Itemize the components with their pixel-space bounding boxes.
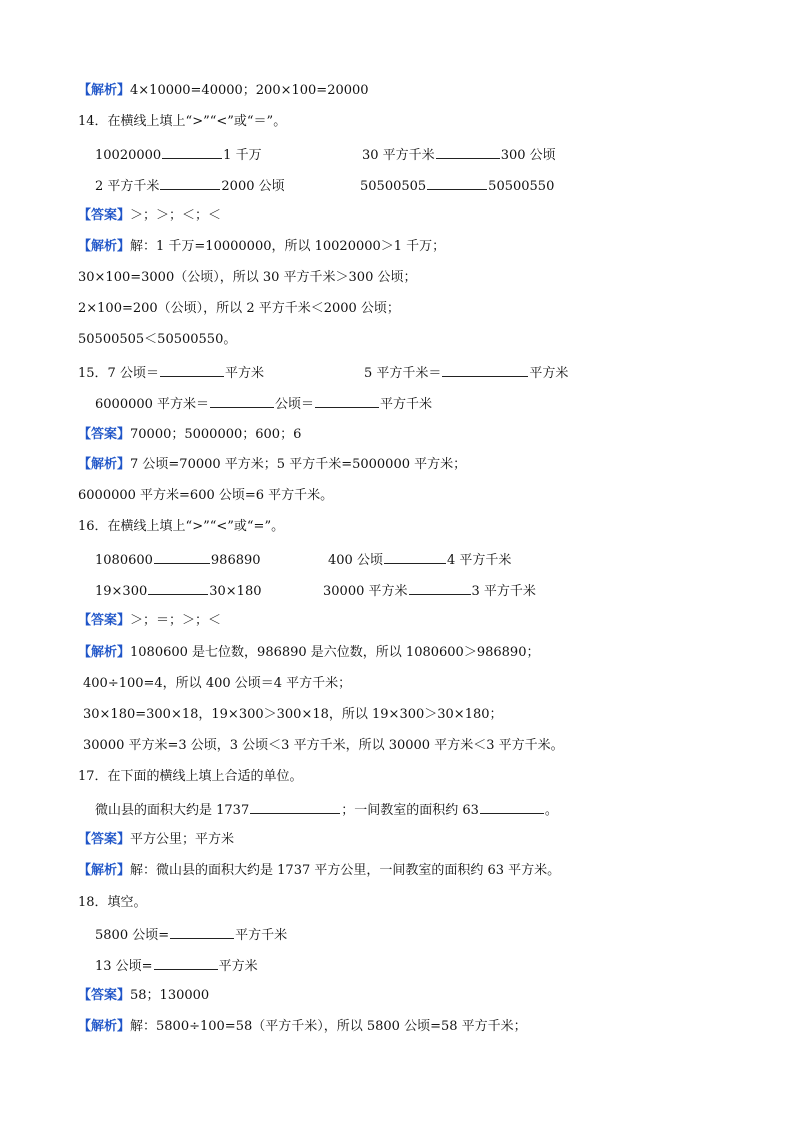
- answer-blank[interactable]: [154, 550, 210, 564]
- analysis-text: 1080600 是七位数，986890 是六位数，所以 1080600＞986890；: [130, 645, 540, 660]
- question-number: 15．: [78, 366, 108, 381]
- item-left: 13 公顷=: [95, 959, 153, 974]
- item-left: 19×300: [95, 584, 148, 599]
- answer-blank[interactable]: [160, 176, 220, 190]
- question-17-title: [78, 768, 303, 786]
- question-number: 18．: [78, 895, 108, 910]
- item-left: 400 公顷: [328, 553, 383, 568]
- analysis-tag: 【解析】: [78, 239, 131, 254]
- comparison-item: [362, 145, 556, 165]
- item-right: 平方米: [529, 366, 569, 381]
- answer-blank[interactable]: [436, 145, 500, 159]
- item-left: 30 平方千米: [362, 148, 435, 163]
- comparison-item: [95, 581, 262, 601]
- analysis-text: 7 公顷=70000 平方米；5 平方千米=5000000 平方米；: [130, 457, 467, 472]
- analysis-text: 解：5800÷100=58（平方千米），所以 5800 公顷=58 平方千米；: [130, 1019, 527, 1034]
- answer-blank[interactable]: [154, 956, 218, 970]
- comparison-item: [360, 176, 554, 196]
- comparison-item: [95, 550, 261, 570]
- item-left: 50500505: [360, 179, 427, 194]
- fill-item: [95, 394, 432, 414]
- analysis-tag: 【解析】: [78, 83, 131, 98]
- analysis-text: 400÷100=4，所以 400 公顷＝4 平方千米；: [83, 676, 352, 691]
- analysis-text: 50500505＜50500550。: [78, 332, 237, 347]
- analysis-line: [78, 238, 445, 256]
- answer-tag: 【答案】: [78, 208, 131, 223]
- question-prompt: 在横线上填上“>”“<”或“＝”。: [107, 114, 287, 129]
- analysis-text: 2×100=200（公顷），所以 2 平方千米＜2000 公顷；: [78, 301, 400, 316]
- analysis-tag: 【解析】: [78, 863, 131, 878]
- question-number: 17．: [78, 769, 108, 784]
- answer-blank[interactable]: [442, 363, 528, 377]
- analysis-tag: 【解析】: [78, 1019, 131, 1034]
- item-left: 6000000 平方米＝: [95, 397, 210, 412]
- item-left: 7 公顷＝: [107, 366, 159, 381]
- analysis-text: 解：1 千万=10000000，所以 10020000＞1 千万；: [130, 239, 446, 254]
- analysis-line: [78, 1018, 527, 1036]
- item-right: 平方米: [218, 959, 258, 974]
- item-left: 2 平方千米: [95, 179, 160, 194]
- item-right: 1 千万: [223, 148, 262, 163]
- comparison-item: [323, 581, 536, 601]
- item-right: 4 平方千米: [446, 553, 512, 568]
- answer-text: ＞；＝；＞；＜: [130, 613, 222, 628]
- item-middle: 公顷＝: [275, 397, 315, 412]
- answer-blank[interactable]: [162, 145, 222, 159]
- fill-sentence: [95, 800, 558, 820]
- answer-tag: 【答案】: [78, 427, 131, 442]
- answer-blank[interactable]: [210, 394, 274, 408]
- item-right: 平方千米: [380, 397, 433, 412]
- answer-blank[interactable]: [480, 800, 544, 814]
- analysis-line: [78, 644, 539, 662]
- comparison-item: [95, 176, 285, 196]
- answer-line: [78, 426, 301, 444]
- question-prompt: 填空。: [107, 895, 147, 910]
- answer-line: [78, 207, 221, 225]
- answer-text: 58；130000: [130, 988, 210, 1003]
- analysis-text: 30000 平方米=3 公顷，3 公顷＜3 平方千米，所以 30000 平方米＜3 平方千米。: [83, 738, 564, 753]
- item-left: 1080600: [95, 553, 153, 568]
- answer-line: [78, 987, 209, 1005]
- item-left: 5800 公顷=: [95, 928, 170, 943]
- analysis-tag: 【解析】: [78, 457, 131, 472]
- item-right: 平方千米: [235, 928, 288, 943]
- answer-line: [78, 612, 221, 630]
- item-right: 50500550: [488, 179, 555, 194]
- sentence-part: ；一间教室的面积约 63: [341, 803, 479, 818]
- question-18-title: [78, 894, 147, 912]
- comparison-item: [95, 145, 262, 165]
- answer-blank[interactable]: [250, 800, 340, 814]
- analysis-text: 30×180=300×18，19×300＞300×18，所以 19×300＞30×180；: [83, 707, 503, 722]
- item-right: 2000 公顷: [221, 179, 285, 194]
- item-left: 30000 平方米: [323, 584, 408, 599]
- question-prompt: 在横线上填上“>”“<”或“=”。: [107, 519, 285, 534]
- item-right: 986890: [210, 553, 261, 568]
- fill-item: [364, 363, 568, 383]
- item-right: 30×180: [209, 584, 262, 599]
- analysis-line: [78, 82, 369, 100]
- analysis-text: 6000000 平方米=600 公顷=6 平方千米。: [78, 488, 334, 503]
- item-right: 3 平方千米: [471, 584, 536, 599]
- answer-tag: 【答案】: [78, 613, 131, 628]
- answer-blank[interactable]: [170, 925, 234, 939]
- answer-text: ＞；＞；＜；＜: [130, 208, 222, 223]
- question-16-title: [78, 518, 284, 536]
- question-number: 16．: [78, 519, 108, 534]
- fill-item: [95, 925, 287, 945]
- answer-blank[interactable]: [315, 394, 379, 408]
- sentence-part: 。: [544, 803, 558, 818]
- comparison-item: [328, 550, 511, 570]
- analysis-line: [78, 862, 560, 880]
- answer-text: 平方公里；平方米: [130, 832, 235, 847]
- answer-text: 70000；5000000；600；6: [130, 427, 302, 442]
- item-right: 300 公顷: [500, 148, 556, 163]
- question-14-title: [78, 113, 286, 131]
- item-right: 平方米: [224, 366, 264, 381]
- question-number: 14．: [78, 114, 108, 129]
- item-left: 5 平方千米＝: [364, 366, 442, 381]
- answer-blank[interactable]: [148, 581, 208, 595]
- answer-line: [78, 831, 234, 849]
- fill-item: [95, 956, 258, 976]
- answer-tag: 【答案】: [78, 988, 131, 1003]
- answer-blank[interactable]: [409, 581, 471, 595]
- fill-item: [78, 363, 264, 383]
- answer-tag: 【答案】: [78, 832, 131, 847]
- answer-blank[interactable]: [384, 550, 446, 564]
- analysis-text: 4×10000=40000；200×100=20000: [130, 83, 369, 98]
- analysis-tag: 【解析】: [78, 645, 131, 660]
- answer-blank[interactable]: [427, 176, 487, 190]
- question-prompt: 在下面的横线上填上合适的单位。: [107, 769, 303, 784]
- analysis-text: 解：微山县的面积大约是 1737 平方公里，一间教室的面积约 63 平方米。: [130, 863, 561, 878]
- analysis-text: 30×100=3000（公顷），所以 30 平方千米＞300 公顷；: [78, 270, 417, 285]
- analysis-line: [78, 456, 466, 474]
- answer-blank[interactable]: [160, 363, 224, 377]
- item-left: 10020000: [95, 148, 162, 163]
- sentence-part: 微山县的面积大约是 1737: [95, 803, 250, 818]
